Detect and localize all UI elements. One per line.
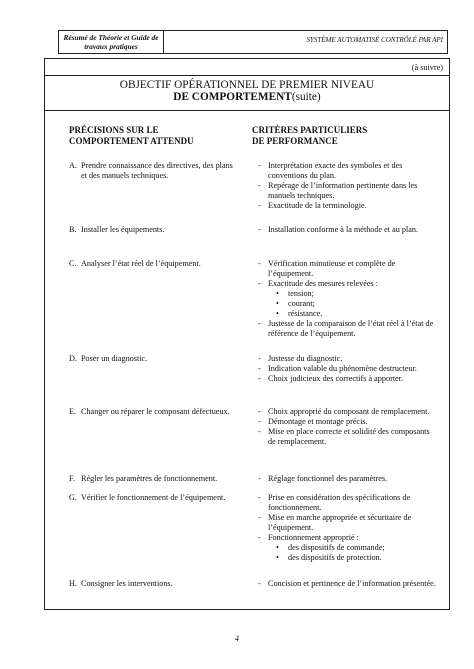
criteria-block [258, 474, 438, 484]
criteria-block [258, 407, 438, 447]
criterion-text: Exactitude de la terminologie. [268, 201, 367, 210]
criterion-subitem [258, 299, 438, 309]
dash-marker: - [258, 533, 261, 542]
criterion-item [258, 364, 438, 374]
criterion-item [258, 225, 438, 235]
left-column-heading [69, 125, 194, 147]
running-header [58, 30, 448, 54]
criterion-text: Mise en marche appropriée et sécuritaire de l’équipement. [268, 513, 412, 532]
criteria-block [258, 493, 438, 563]
dash-marker: - [258, 513, 261, 522]
item-text: Vérifier le fonctionnement de l’équipement. [81, 493, 226, 502]
criterion-text: Interprétation exacte des symboles et des conventions du plan. [268, 161, 403, 180]
criterion-text: Justesse du diagnostic. [268, 354, 343, 363]
item-text: Installer les équipements. [81, 225, 165, 234]
header-right: SYSTÈME AUTOMATISÉ CONTRÔLÉ PAR API [306, 36, 443, 44]
criterion-text: courant; [288, 299, 315, 308]
bullet-marker: • [276, 309, 279, 318]
criterion-text: Exactitude des mesures relevées : [268, 279, 379, 288]
title-box [45, 75, 449, 111]
behavior-item [69, 407, 239, 417]
criterion-item [258, 374, 438, 384]
dash-marker: - [258, 407, 261, 416]
criterion-text: Justesse de la comparaison de l’état réel à l’état de référence de l’équipement. [268, 319, 434, 338]
title-bold: DE COMPORTEMENT [173, 91, 292, 103]
dash-marker: - [258, 225, 261, 234]
criterion-item [258, 417, 438, 427]
behavior-item [69, 259, 239, 269]
criterion-item [258, 279, 438, 289]
criterion-text: Réglage fonctionnel des paramètres. [268, 474, 388, 483]
behavior-item [69, 493, 239, 503]
criterion-item [258, 354, 438, 364]
criterion-text: Installation conforme à la méthode et au plan. [268, 225, 419, 234]
criterion-text: Vérification minutieuse et complète de l’équipement. [268, 259, 396, 278]
dash-marker: - [258, 493, 261, 502]
title-suffix: (suite) [291, 91, 321, 103]
criterion-subitem [258, 289, 438, 299]
criterion-text: Choix judicieux des correctifs à apporter. [268, 374, 404, 383]
criterion-item [258, 201, 438, 211]
dash-marker: - [258, 259, 261, 268]
criterion-item [258, 427, 438, 447]
item-letter: A. [69, 161, 77, 170]
criterion-item [258, 319, 438, 339]
item-text: Changer ou réparer le composant défectueux. [81, 407, 230, 416]
criterion-item [258, 161, 438, 181]
dash-marker: - [258, 427, 261, 436]
item-letter: E. [69, 407, 77, 416]
title-line-2 [45, 91, 449, 104]
dash-marker: - [258, 279, 261, 288]
bullet-marker: • [276, 543, 279, 552]
dash-marker: - [258, 417, 261, 426]
dash-marker: - [258, 364, 261, 373]
criterion-item [258, 533, 438, 543]
criterion-text: Indication valable du phénomène destructeur. [268, 364, 417, 373]
criterion-text: Concision et pertinence de l’information présentée. [268, 579, 436, 588]
behavior-item [69, 161, 239, 181]
criterion-subitem [258, 543, 438, 553]
behavior-item [69, 579, 239, 589]
criterion-text: Démontage et montage précis. [268, 417, 368, 426]
header-left [59, 31, 164, 53]
dash-marker: - [258, 161, 261, 170]
left-heading-line1: PRÉCISIONS SUR LE [69, 125, 159, 135]
page-number: 4 [235, 634, 239, 643]
item-text: Prendre connaissance des directives, des plans et des manuels techniques. [81, 161, 233, 180]
dash-marker: - [258, 201, 261, 210]
dash-marker: - [258, 474, 261, 483]
criterion-text: Repérage de l’information pertinente dans les manuels techniques. [268, 181, 418, 200]
criterion-text: tension; [288, 289, 314, 298]
bullet-marker: • [276, 299, 279, 308]
criterion-text: Mise en place correcte et solidité des composants de remplacement. [268, 427, 430, 446]
item-text: Poser un diagnostic. [81, 354, 148, 363]
criterion-text: Choix approprié du composant de remplacement. [268, 407, 430, 416]
content-frame [44, 58, 450, 610]
right-heading-line2: DE PERFORMANCE [252, 136, 338, 146]
criterion-text: résistance. [288, 309, 323, 318]
criterion-item [258, 513, 438, 533]
dash-marker: - [258, 354, 261, 363]
behavior-item [69, 354, 239, 364]
criterion-subitem [258, 309, 438, 319]
criteria-block [258, 579, 438, 589]
header-left-line2: travaux pratiques [84, 42, 138, 51]
right-column-heading [252, 125, 367, 147]
bullet-marker: • [276, 553, 279, 562]
item-text: Consigner les interventions. [81, 579, 173, 588]
criterion-item [258, 259, 438, 279]
behavior-item [69, 474, 239, 484]
item-text: Régler les paramètres de fonctionnement. [81, 474, 218, 483]
criteria-block [258, 161, 438, 211]
item-letter: B. [69, 225, 77, 234]
criteria-block [258, 354, 438, 384]
title-line-1: OBJECTIF OPÉRATIONNEL DE PREMIER NIVEAU [119, 79, 375, 91]
header-left-line1: Résumé de Théorie et Guide de [63, 33, 159, 42]
criterion-item [258, 579, 438, 589]
criterion-text: des dispositifs de commande; [288, 543, 385, 552]
criteria-block [258, 225, 438, 235]
item-letter: G. [69, 493, 77, 502]
dash-marker: - [258, 181, 261, 190]
criterion-item [258, 181, 438, 201]
dash-marker: - [258, 319, 261, 328]
dash-marker: - [258, 579, 261, 588]
criterion-item [258, 493, 438, 513]
continued-note: (à suivre) [411, 63, 443, 72]
right-heading-line1: CRITÈRES PARTICULIERS [252, 125, 368, 135]
dash-marker: - [258, 374, 261, 383]
criterion-text: des dispositifs de protection. [288, 553, 382, 562]
criterion-text: Fonctionnement approprié : [268, 533, 359, 542]
item-letter: H. [69, 579, 77, 588]
bullet-marker: • [276, 289, 279, 298]
criterion-text: Prise en considération des spécifications de fonctionnement. [268, 493, 411, 512]
criterion-subitem [258, 553, 438, 563]
item-text: Analyser l’état réel de l’équipement. [81, 259, 201, 268]
criteria-block [258, 259, 438, 339]
criterion-item [258, 474, 438, 484]
item-letter: C. [69, 259, 77, 268]
item-letter: D. [69, 354, 77, 363]
behavior-item [69, 225, 239, 235]
left-heading-line2: COMPORTEMENT ATTENDU [69, 136, 194, 146]
item-letter: F. [69, 474, 75, 483]
criterion-item [258, 407, 438, 417]
